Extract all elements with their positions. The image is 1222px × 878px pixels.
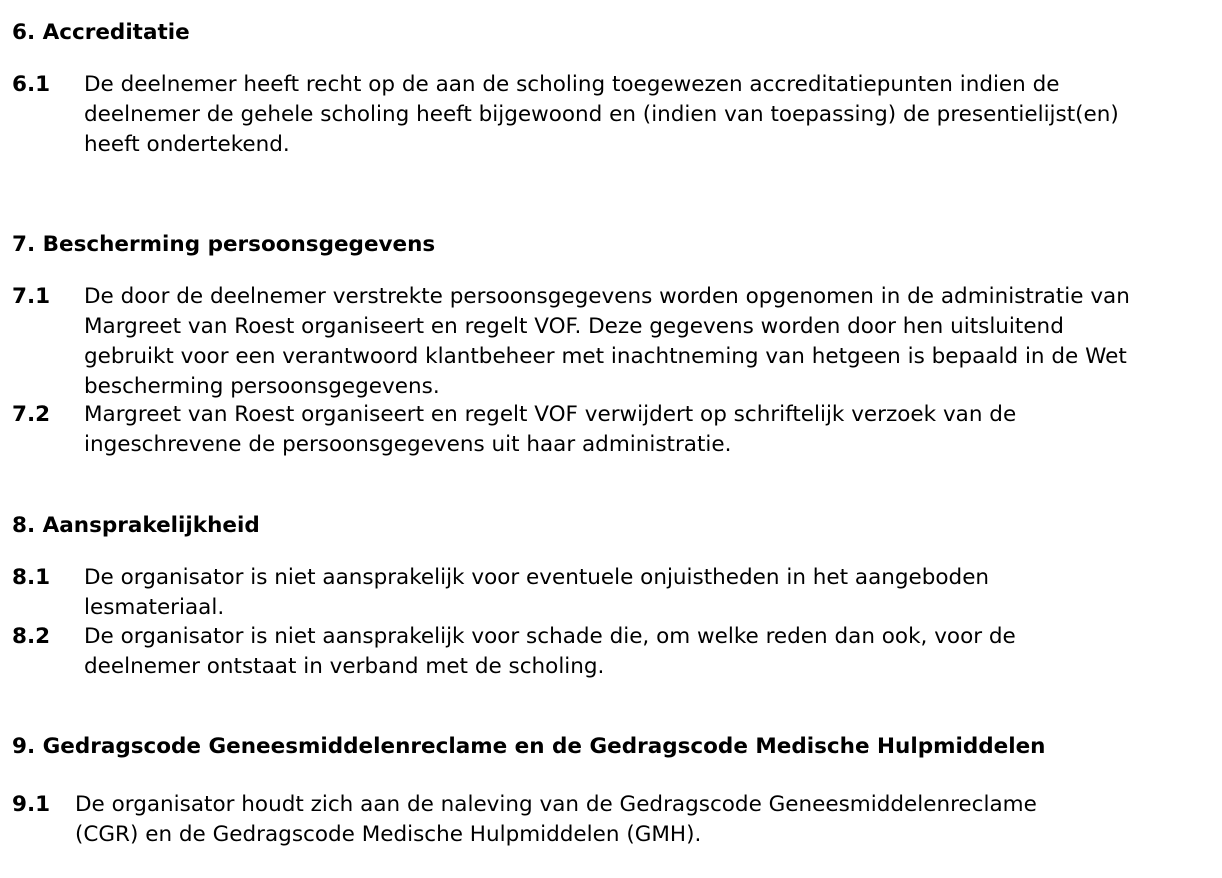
section-heading-7: 7. Bescherming persoonsgegevens [12, 232, 436, 257]
clause-line: De organisator is niet aansprakelijk voor eventuele onjuistheden in het aangeboden [84, 565, 990, 590]
clause-text [84, 400, 1016, 460]
clause-number: 7.2 [12, 402, 51, 427]
clause-line: lesmateriaal. [84, 595, 225, 620]
section-heading-9: 9. Gedragscode Geneesmiddelenreclame en de Gedragscode Medische Hulpmiddelen [12, 734, 1046, 759]
clause-line: Margreet van Roest organiseert en regelt VOF. Deze gegevens worden door hen uitsluitend [84, 314, 1064, 339]
section-heading-8: 8. Aansprakelijkheid [12, 513, 260, 538]
clause-line: De organisator houdt zich aan de naleving van de Gedragscode Geneesmiddelenreclame [75, 792, 1037, 817]
clause-text [84, 622, 1016, 682]
clause-text [84, 282, 1130, 402]
clause-line: deelnemer de gehele scholing heeft bijgewoond en (indien van toepassing) de presentielijst(en) [84, 102, 1119, 127]
clause-number: 9.1 [12, 792, 51, 817]
clause-line: De organisator is niet aansprakelijk voor schade die, om welke reden dan ook, voor de [84, 624, 1016, 649]
clause-line: ingeschrevene de persoonsgegevens uit haar administratie. [84, 432, 732, 457]
clause-number: 8.2 [12, 624, 51, 649]
clause-line: bescherming persoonsgegevens. [84, 374, 440, 399]
clause-text [84, 563, 989, 623]
clause-line: (CGR) en de Gedragscode Medische Hulpmiddelen (GMH). [75, 822, 702, 847]
clause-line: De door de deelnemer verstrekte persoonsgegevens worden opgenomen in de administratie van [84, 284, 1130, 309]
clause-number: 6.1 [12, 72, 51, 97]
clause-line: deelnemer ontstaat in verband met de scholing. [84, 654, 605, 679]
clause-text [84, 70, 1119, 160]
clause-line: gebruikt voor een verantwoord klantbeheer met inachtneming van hetgeen is bepaald in de Wet [84, 344, 1127, 369]
clause-text [75, 790, 1037, 850]
clause-line: heeft ondertekend. [84, 132, 290, 157]
clause-number: 7.1 [12, 284, 51, 309]
section-heading-6: 6. Accreditatie [12, 20, 190, 45]
clause-line: Margreet van Roest organiseert en regelt VOF verwijdert op schriftelijk verzoek van de [84, 402, 1017, 427]
clause-line: De deelnemer heeft recht op de aan de scholing toegewezen accreditatiepunten indien de [84, 72, 1060, 97]
clause-number: 8.1 [12, 565, 51, 590]
